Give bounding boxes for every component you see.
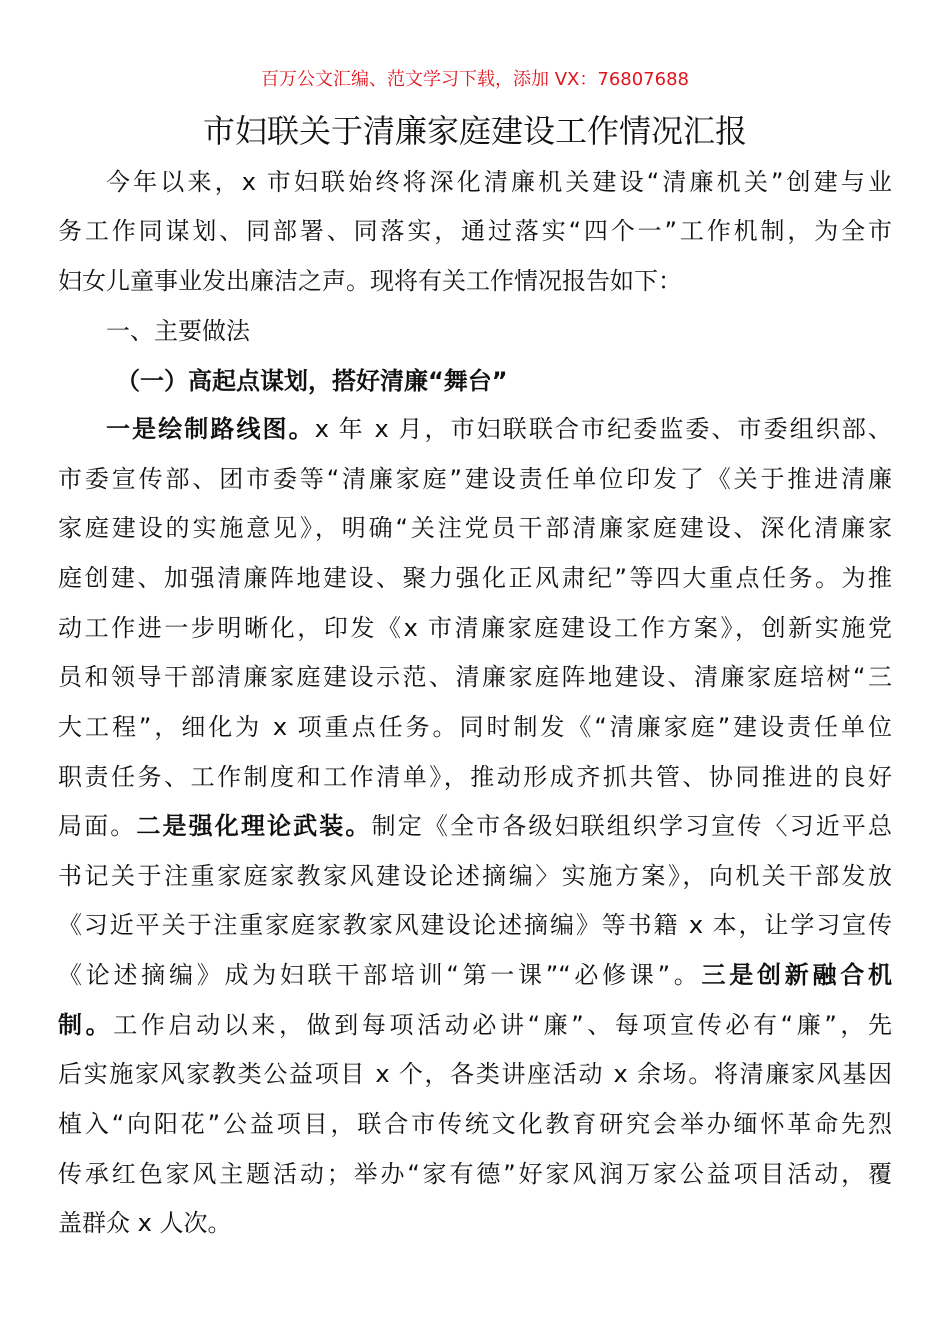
point-three-label-end: 制。 <box>58 1011 114 1039</box>
paragraph-line <box>58 1000 892 1050</box>
section-heading: 一、主要做法 <box>106 317 250 345</box>
paragraph-line: 妇女儿童事业发出廉洁之声。现将有关工作情况报告如下： <box>58 267 682 295</box>
paragraph-line: 后实施家风家教类公益项目 x 个，各类讲座活动 x 余场。将清廉家风基因 <box>58 1060 892 1088</box>
line-text: 制定《全市各级妇联组织学习宣传〈习近平总 <box>371 812 892 840</box>
line-text: 《论述摘编》成为妇联干部培训“第一课”“必修课”。 <box>58 961 702 989</box>
paragraph-line: 盖群众 x 人次。 <box>58 1209 232 1237</box>
document-title: 市妇联关于清廉家庭建设工作情况汇报 <box>202 112 747 150</box>
paragraph-line: 家庭建设的实施意见》，明确“关注党员干部清廉家庭建设、深化清廉家 <box>58 514 892 542</box>
point-three-label: 三是创新融合机 <box>701 961 892 989</box>
paragraph-line: 植入“向阳花”公益项目，联合市传统文化教育研究会举办缅怀革命先烈 <box>58 1110 892 1138</box>
paragraph-line: 动工作进一步明晰化，印发《x 市清廉家庭建设工作方案》，创新实施党 <box>58 614 892 642</box>
paragraph-line <box>58 801 892 851</box>
paragraph-line: 《习近平关于注重家庭家教家风建设论述摘编》等书籍 x 本，让学习宣传 <box>58 911 892 939</box>
paragraph-line: 员和领导干部清廉家庭建设示范、清廉家庭阵地建设、清廉家庭培树“三 <box>58 663 892 691</box>
paragraph-line: 市委宣传部、团市委等“清廉家庭”建设责任单位印发了《关于推进清廉 <box>58 465 892 493</box>
paragraph-line: 庭创建、加强清廉阵地建设、聚力强化正风肃纪”等四大重点任务。为推 <box>58 564 892 592</box>
paragraph-line <box>106 404 892 454</box>
line-text: 工作启动以来，做到每项活动必讲“廉”、每项宣传必有“廉”，先 <box>113 1011 892 1039</box>
point-one-label: 一是绘制路线图。 <box>106 415 315 443</box>
paragraph-line: 书记关于注重家庭家教家风建设论述摘编〉实施方案》，向机关干部发放 <box>58 862 892 890</box>
point-two-label: 二是强化理论武装。 <box>136 812 372 840</box>
paragraph-line: 务工作同谋划、同部署、同落实，通过落实“四个一”工作机制，为全市 <box>58 217 892 245</box>
paragraph-line: 职责任务、工作制度和工作清单》，推动形成齐抓共管、协同推进的良好 <box>58 763 892 791</box>
line-text: x 年 x 月，市妇联联合市纪委监委、市委组织部、 <box>314 415 892 443</box>
paragraph-line: 大工程”，细化为 x 项重点任务。同时制发《“清廉家庭”建设责任单位 <box>58 713 892 741</box>
paragraph-line: 传承红色家风主题活动；举办“家有德”好家风润万家公益项目活动，覆 <box>58 1160 892 1188</box>
paragraph-line: 今年以来，x 市妇联始终将深化清廉机关建设“清廉机关”创建与业 <box>106 168 892 196</box>
line-text: 局面。 <box>58 812 137 840</box>
subsection-heading: （一）高起点谋划，搭好清廉“舞台” <box>116 367 508 395</box>
promo-banner: 百万公文汇编、范文学习下载，添加 VX：76807688 <box>261 69 689 90</box>
paragraph-line <box>58 950 892 1000</box>
